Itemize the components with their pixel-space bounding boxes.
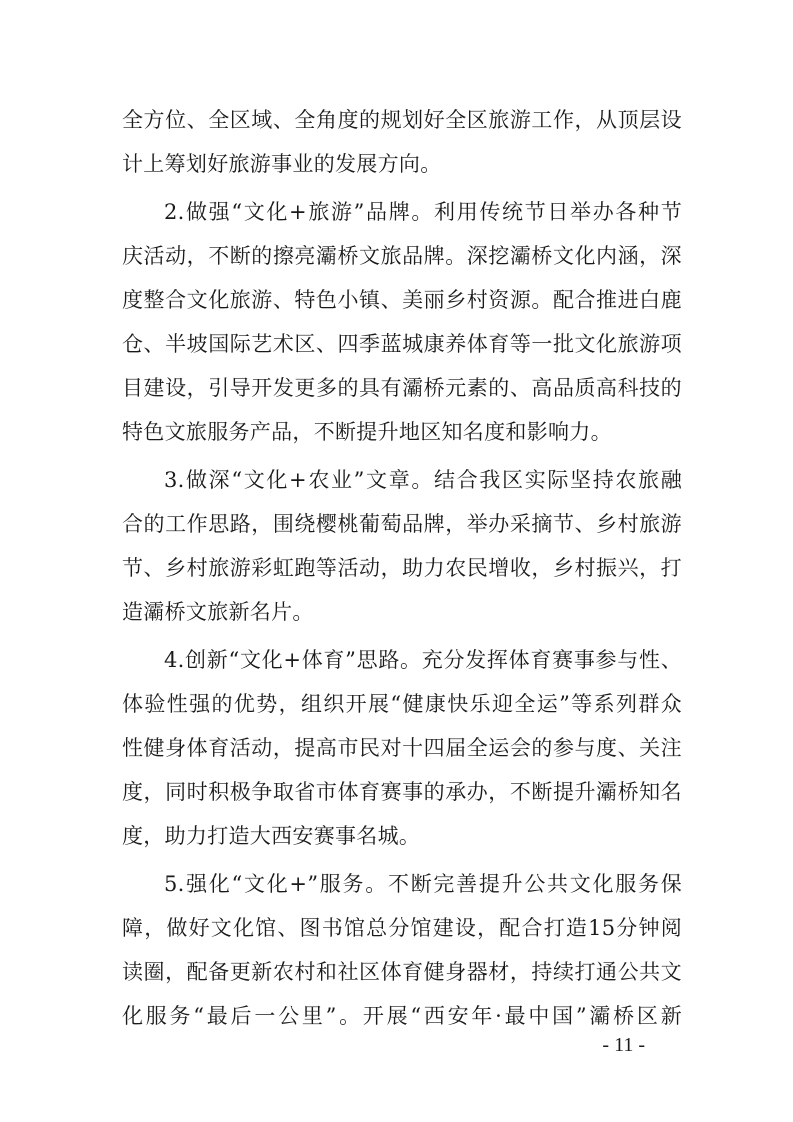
text-line: 庆活动，不断的擦亮灞桥文旅品牌。深挖灞桥文化内涵，深 [122, 244, 682, 268]
text-line: 造灞桥文旅新名片。 [122, 600, 314, 624]
paragraph-heading-4: 4.创新“文化+体育”思路。充分发挥体育赛事参与性、 [164, 648, 682, 672]
text-line: 读圈，配备更新农村和社区体育健身器材，持续打通公共文 [122, 960, 682, 984]
text-line: 合的工作思路，围绕樱桃葡萄品牌，举办采摘节、乡村旅游 [122, 512, 682, 536]
text-line: 目建设，引导开发更多的具有灞桥元素的、高品质高科技的 [122, 376, 682, 400]
paragraph-heading-5: 5.强化“文化+”服务。不断完善提升公共文化服务保 [164, 872, 682, 896]
text-line: 仓、半坡国际艺术区、四季蓝城康养体育等一批文化旅游项 [122, 332, 682, 356]
text-line: 计上筹划好旅游事业的发展方向。 [122, 152, 442, 176]
page-number: - 11 - [602, 1034, 645, 1056]
text-line: 障，做好文化馆、图书馆总分馆建设，配合打造15分钟阅 [122, 916, 682, 940]
paragraph-heading-3: 3.做深“文化+农业”文章。结合我区实际坚持农旅融 [164, 468, 682, 492]
text-line: 度，同时积极争取省市体育赛事的承办，不断提升灞桥知名 [122, 780, 682, 804]
text-line: 体验性强的优势，组织开展“健康快乐迎全运”等系列群众 [122, 692, 682, 716]
text-line: 度整合文化旅游、特色小镇、美丽乡村资源。配合推进白鹿 [122, 288, 682, 312]
text-line: 度，助力打造大西安赛事名城。 [122, 824, 421, 848]
text-line: 化服务“最后一公里”。开展“西安年·最中国”灞桥区新 [122, 1004, 682, 1028]
paragraph-heading-2: 2.做强“文化+旅游”品牌。利用传统节日举办各种节 [164, 200, 682, 224]
text-line: 性健身体育活动，提高市民对十四届全运会的参与度、关注 [122, 736, 682, 760]
text-line: 特色文旅服务产品，不断提升地区知名度和影响力。 [122, 420, 612, 444]
text-line: 全方位、全区域、全角度的规划好全区旅游工作，从顶层设 [122, 108, 682, 132]
text-line: 节、乡村旅游彩虹跑等活动，助力农民增收，乡村振兴，打 [122, 556, 682, 580]
